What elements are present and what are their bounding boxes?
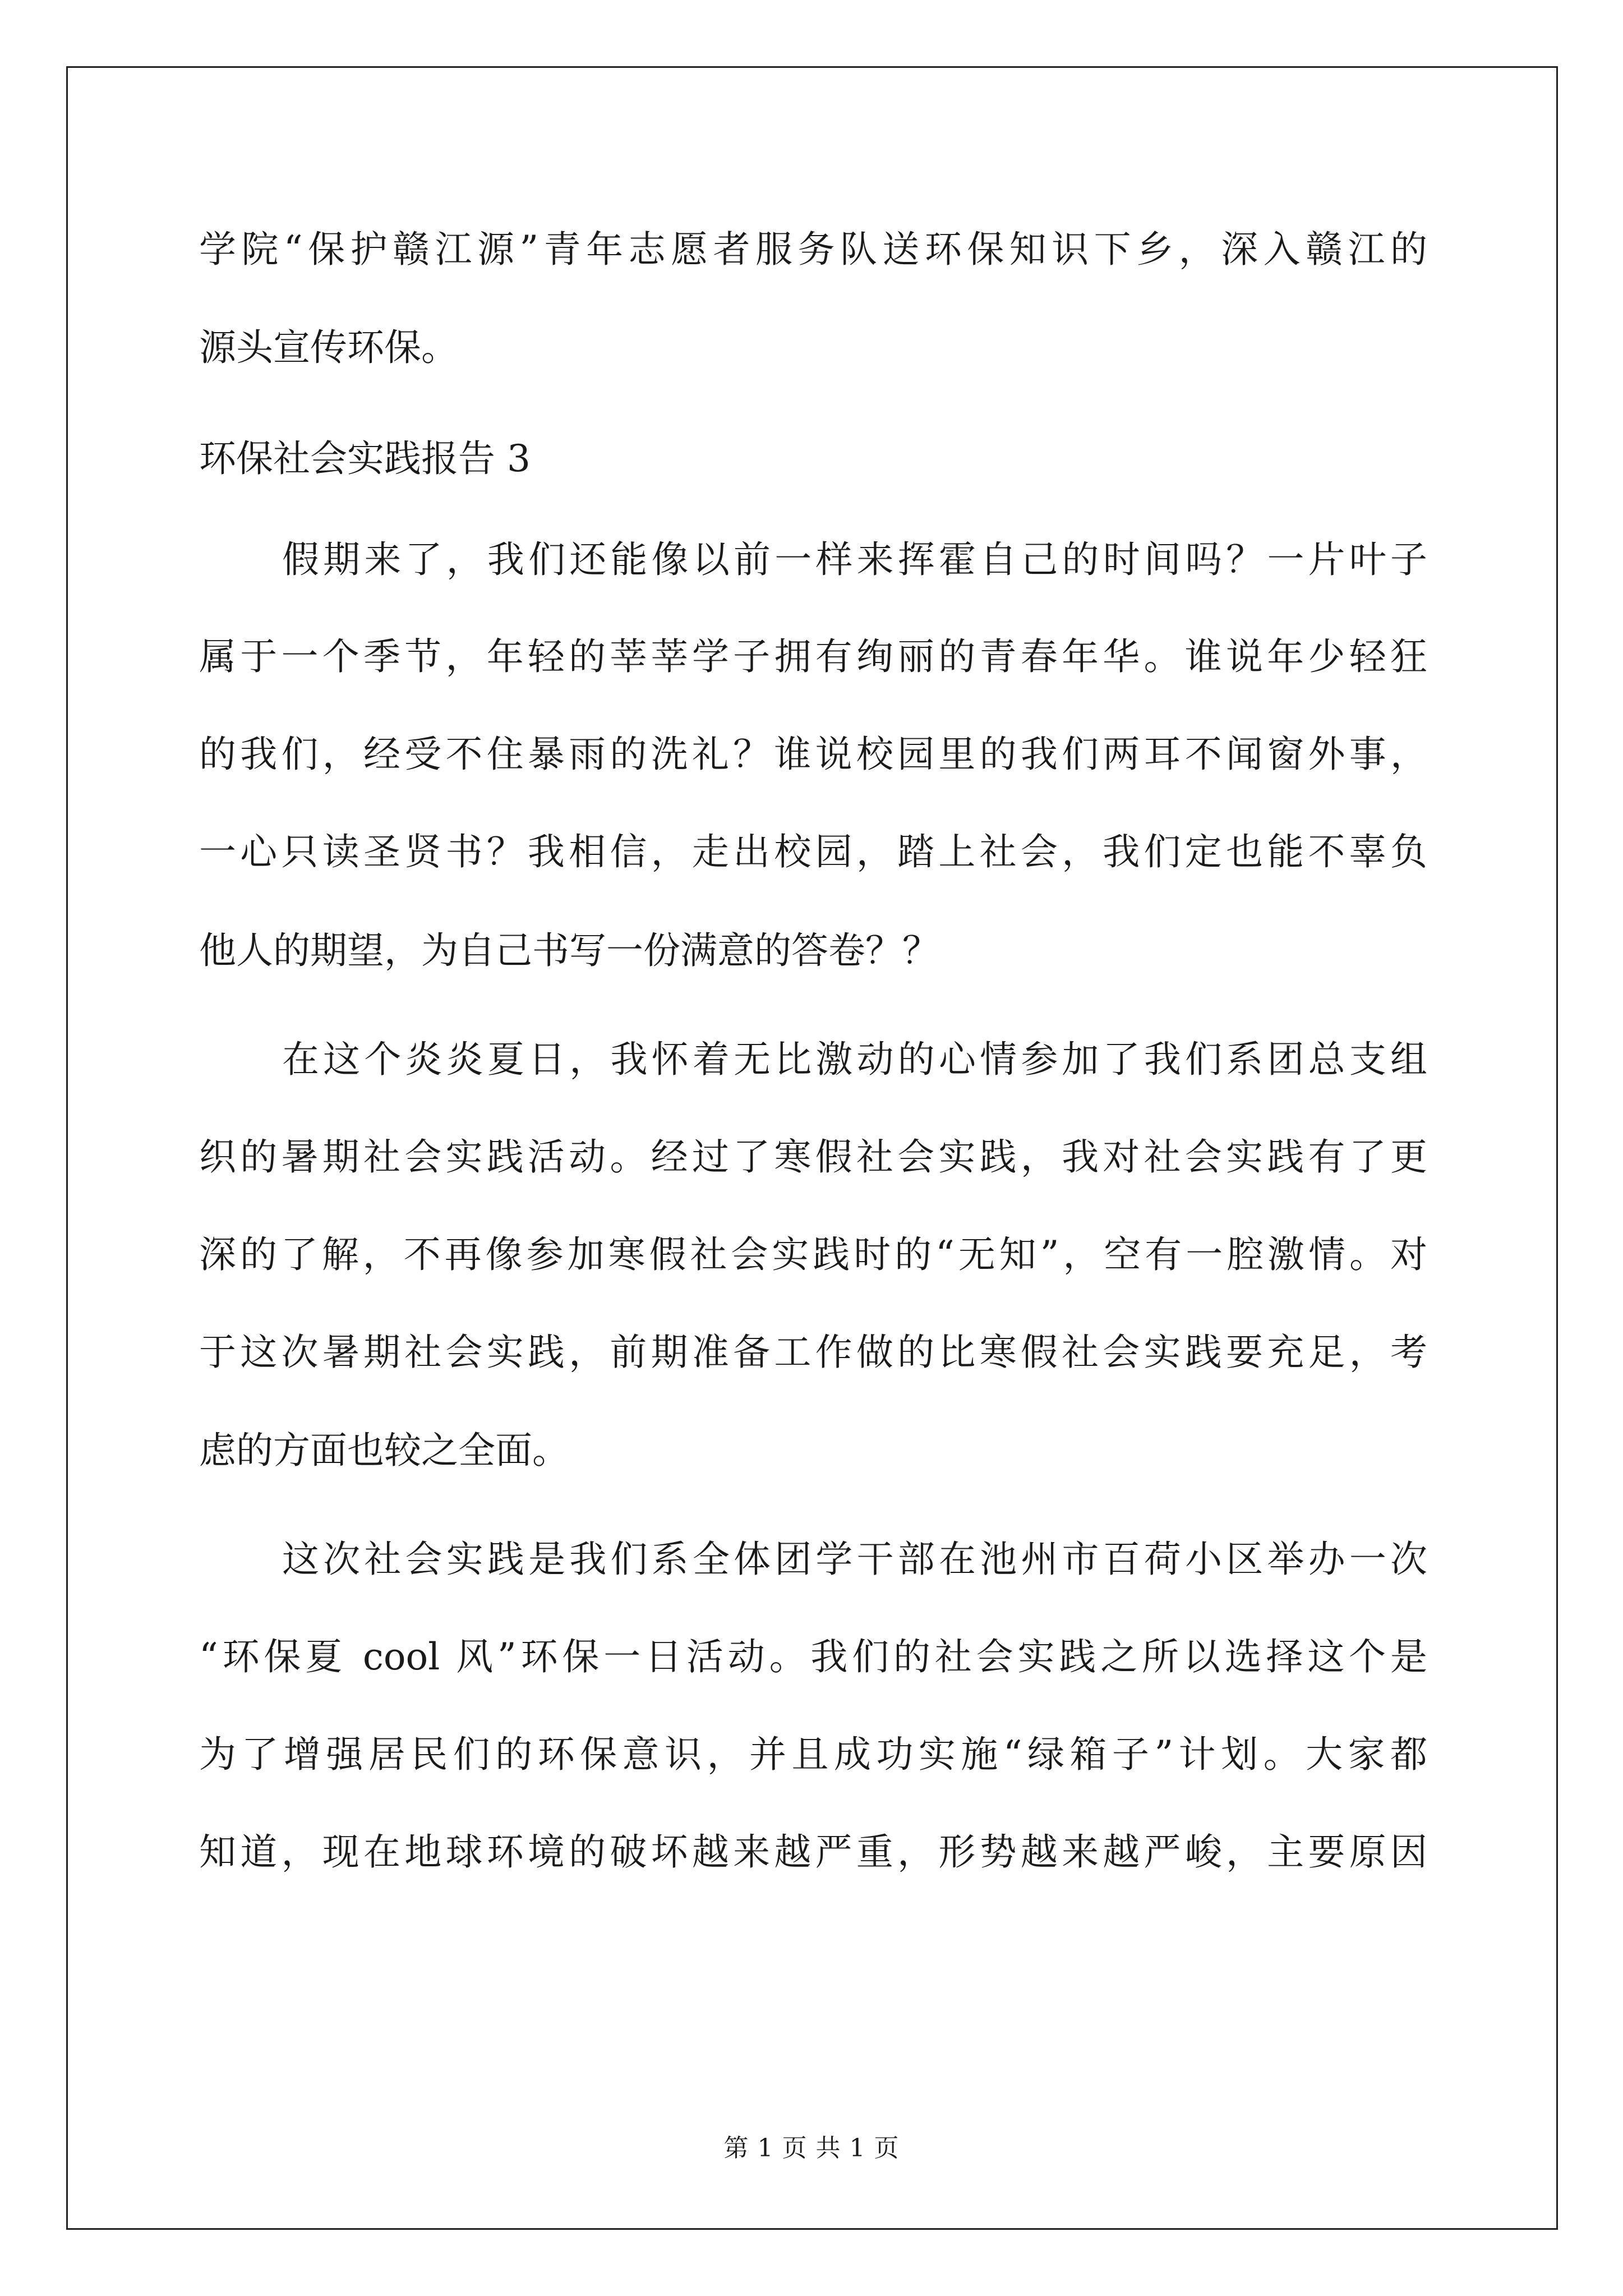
text-line: 为了增强居民们的环保意识，并且成功实施“绿箱子”计划。大家都 bbox=[199, 1733, 1427, 1776]
text-line: 知道，现在地球环境的破坏越来越严重，形势越来越严峻，主要原因 bbox=[199, 1830, 1427, 1874]
text-line: 虑的方面也较之全面。 bbox=[199, 1429, 569, 1472]
text-line: 学院“保护赣江源”青年志愿者服务队送环保知识下乡，深入赣江的 bbox=[199, 228, 1427, 271]
text-line: 于这次暑期社会实践，前期准备工作做的比寒假社会实践要充足，考 bbox=[199, 1331, 1427, 1374]
text-line: 一心只读圣贤书？我相信，走出校园，踏上社会，我们定也能不辜负 bbox=[199, 830, 1427, 873]
text-line: 的我们，经受不住暴雨的洗礼？谁说校园里的我们两耳不闻窗外事， bbox=[199, 733, 1427, 776]
text-line: 他人的期望，为自己书写一份满意的答卷？？ bbox=[199, 929, 939, 972]
text-line: 假期来了，我们还能像以前一样来挥霍自己的时间吗？一片叶子 bbox=[282, 538, 1427, 581]
text-line: 这次社会实践是我们系全体团学干部在池州市百荷小区举办一次 bbox=[282, 1538, 1427, 1581]
text-line: 在这个炎炎夏日，我怀着无比激动的心情参加了我们系团总支组 bbox=[282, 1038, 1427, 1081]
text-line: “环保夏 cool 风”环保一日活动。我们的社会实践之所以选择这个是 bbox=[199, 1635, 1427, 1678]
text-line: 属于一个季节，年轻的莘莘学子拥有绚丽的青春年华。谁说年少轻狂 bbox=[199, 635, 1427, 678]
text-line: 源头宣传环保。 bbox=[199, 326, 458, 369]
page-footer: 第 1 页 共 1 页 bbox=[723, 2134, 900, 2162]
text-line: 深的了解，不再像参加寒假社会实践时的“无知”，空有一腔激情。对 bbox=[199, 1233, 1427, 1276]
section-heading: 环保社会实践报告 3 bbox=[199, 437, 531, 480]
text-line: 织的暑期社会实践活动。经过了寒假社会实践，我对社会实践有了更 bbox=[199, 1135, 1427, 1179]
